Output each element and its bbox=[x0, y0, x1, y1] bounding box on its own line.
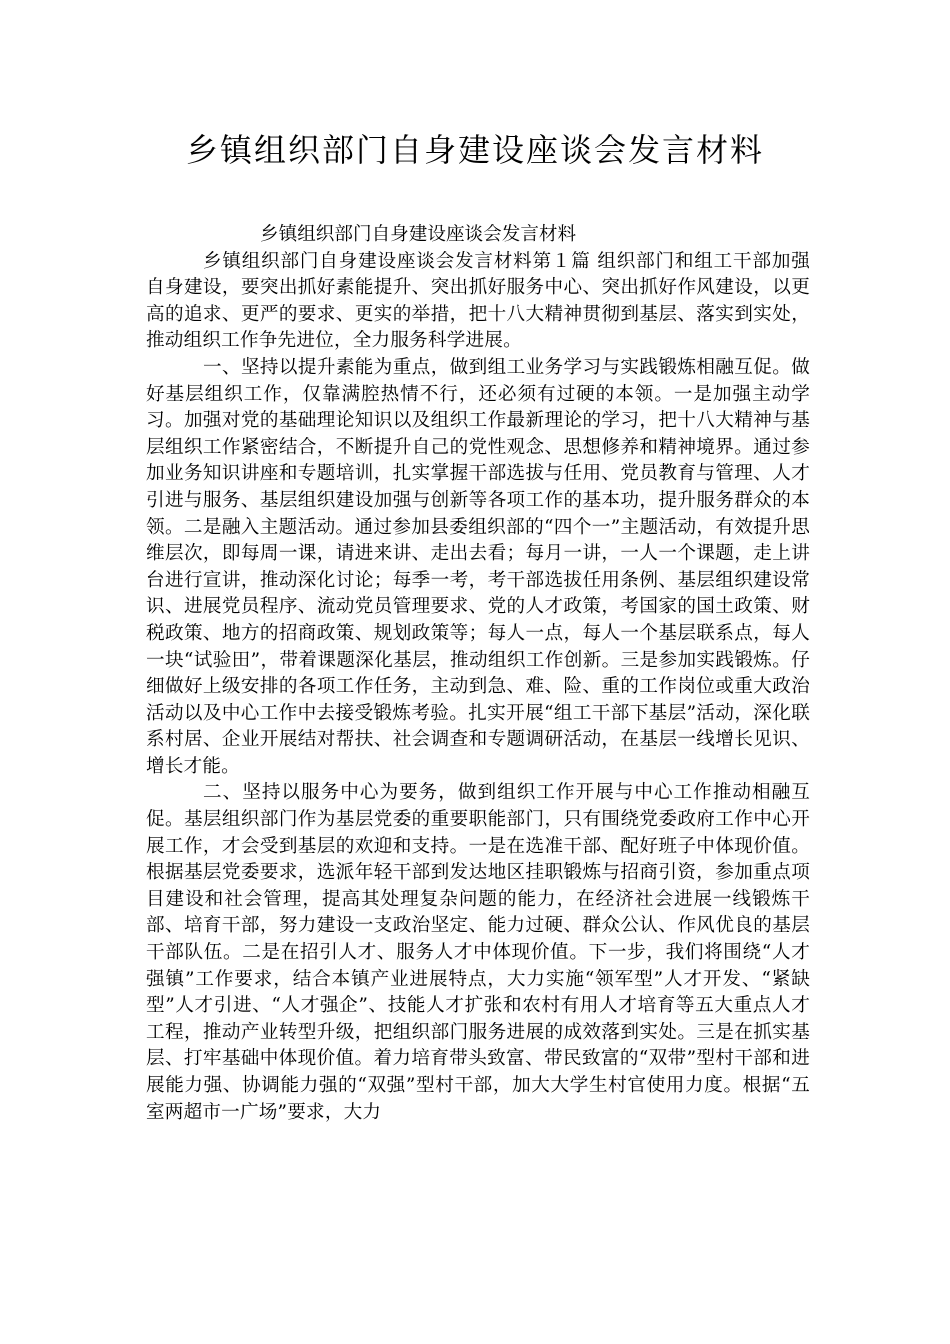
paragraph-section-one: 一、坚持以提升素能为重点，做到组工业务学习与实践锻炼相融互促。做好基层组织工作，仅靠满腔热情不行，还必须有过硬的本领。一是加强主动学习。加强对党的基础理论知识以及组织工作最新理论的学习，把十八大精神与基层组织工作紧密结合，不断提升自己的党性观念、思想修养和精神境界。通过参加业务知识讲座和专题培训，扎实掌握干部选拔与任用、党员教育与管理、人才引进与服务、基层组织建设加强与创新等各项工作的基本功，提升服务群众的本领。二是融入主题活动。通过参加县委组织部的“四个一”主题活动，有效提升思维层次，即每周一课，请进来讲、走出去看；每月一讲，一人一个课题，走上讲台进行宣讲，推动深化讨论；每季一考，考干部选拔任用条例、基层组织建设常识、进展党员程序、流动党员管理要求、党的人才政策，考国家的国土政策、财税政策、地方的招商政策、规划政策等；每人一点，每人一个基层联系点，每人一块“试验田”，带着课题深化基层，推动组织工作创新。三是参加实践锻炼。仔细做好上级安排的各项工作任务，主动到急、难、险、重的工作岗位或重大政治活动以及中心工作中去接受锻炼考验。扎实开展“组工干部下基层”活动，深化联系村居、企业开展结对帮扶、社会调查和专题调研活动，在基层一线增长见识、增长才能。 bbox=[146, 356, 810, 777]
paragraph-intro: 乡镇组织部门自身建设座谈会发言材料第１篇 组织部门和组工干部加强自身建设，要突出抓好素能提升、突出抓好服务中心、突出抓好作风建设，以更高的追求、更严的要求、更实的举措，把十八大精神贯彻到基层、落实到实处，推动组织工作争先进位，全力服务科学进展。 bbox=[146, 250, 810, 352]
document-title: 乡镇组织部门自身建设座谈会发言材料 bbox=[185, 131, 764, 169]
paragraph-section-two: 二、坚持以服务中心为要务，做到组织工作开展与中心工作推动相融互促。基层组织部门作为基层党委的重要职能部门，只有围绕党委政府工作中心开展工作，才会受到基层的欢迎和支持。一是在选准干部、配好班子中体现价值。根据基层党委要求，选派年轻干部到发达地区挂职锻炼与招商引资，参加重点项目建设和社会管理，提高其处理复杂问题的能力，在经济社会进展一线锻炼干部、培育干部，努力建设一支政治坚定、能力过硬、群众公认、作风优良的基层干部队伍。二是在招引人才、服务人才中体现价值。下一步，我们将围绕“人才强镇”工作要求，结合本镇产业进展特点，大力实施“领军型”人才开发、“紧缺型”人才引进、“人才强企”、技能人才扩张和农村有用人才培育等五大重点人才工程，推动产业转型升级，把组织部门服务进展的成效落到实处。三是在抓实基层、打牢基础中体现价值。着力培育带头致富、带民致富的“双带”型村干部和进展能力强、协调能力强的“双强”型村干部，加大大学生村官使用力度。根据“五室两超市一广场”要求，大力 bbox=[146, 782, 810, 1123]
document-subtitle: 乡镇组织部门自身建设座谈会发言材料 bbox=[260, 224, 577, 245]
document-body bbox=[146, 222, 810, 1126]
